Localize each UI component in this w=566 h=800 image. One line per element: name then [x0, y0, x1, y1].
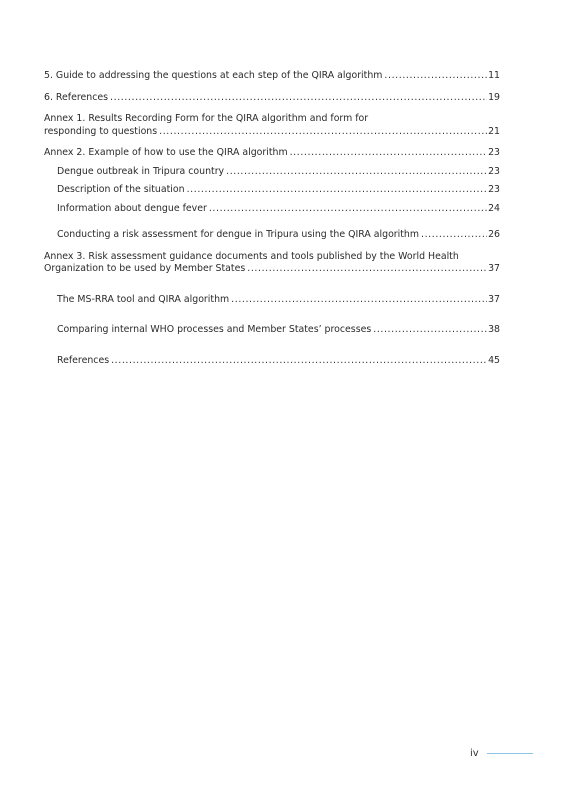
- dot-leader: [290, 147, 487, 160]
- toc-entry-page: 11: [488, 70, 500, 81]
- toc-entry-title: 6. References: [44, 91, 109, 103]
- toc-entry-title: Information about dengue fever: [57, 202, 207, 214]
- toc-entry-page: 38: [488, 324, 500, 335]
- toc-subentry[interactable]: [44, 355, 500, 368]
- toc-entry-page: 23: [488, 147, 500, 158]
- toc-entry-page: 23: [488, 184, 500, 195]
- toc-entry-page: 37: [488, 263, 500, 274]
- toc-subentry[interactable]: [44, 324, 500, 337]
- toc-entry-title-line1: Annex 3. Risk assessment guidance documents and tools published by the World Health: [44, 250, 459, 262]
- toc-entry-title: Organization to be used by Member States: [44, 263, 246, 274]
- dot-leader: [159, 126, 487, 139]
- toc-subentry[interactable]: [44, 294, 500, 307]
- toc-entry-page: 19: [488, 91, 500, 103]
- dot-leader: [226, 166, 487, 179]
- dot-leader: [110, 92, 487, 105]
- dot-leader: [231, 294, 487, 307]
- toc-entry[interactable]: [44, 92, 500, 105]
- table-of-contents: [44, 70, 500, 367]
- toc-entry[interactable]: [44, 147, 500, 160]
- footer-rule: [487, 753, 533, 755]
- dot-leader: [209, 203, 487, 216]
- page-footer: [470, 748, 533, 759]
- toc-entry-title: References: [57, 354, 110, 366]
- dot-leader: [111, 355, 487, 368]
- toc-entry-title: Comparing internal WHO processes and Member States’ processes: [57, 324, 372, 335]
- toc-subentry[interactable]: [44, 229, 500, 242]
- toc-entry-title: 5. Guide to addressing the questions at each step of the QIRA algorithm: [44, 70, 383, 81]
- toc-entry-page: 45: [488, 354, 500, 366]
- toc-entry-title: Conducting a risk assessment for dengue in Tripura using the QIRA algorithm: [57, 229, 420, 240]
- toc-subentry[interactable]: [44, 203, 500, 216]
- dot-leader: [384, 70, 487, 83]
- toc-entry-title: Description of the situation: [57, 184, 185, 195]
- toc-entry-title-line1: Annex 1. Results Recording Form for the QIRA algorithm and form for: [44, 113, 369, 124]
- dot-leader: [247, 263, 487, 276]
- toc-entry-title: The MS-RRA tool and QIRA algorithm: [57, 293, 230, 305]
- toc-entry[interactable]: [44, 70, 500, 83]
- toc-entry[interactable]: [44, 113, 500, 138]
- dot-leader: [421, 229, 487, 242]
- toc-entry-page: 26: [488, 229, 500, 240]
- toc-entry-page: 37: [488, 293, 500, 305]
- toc-entry-page: 23: [488, 165, 500, 177]
- page-number: iv: [470, 748, 479, 759]
- dot-leader: [187, 184, 487, 197]
- toc-entry[interactable]: [44, 251, 500, 276]
- toc-entry-title: Annex 2. Example of how to use the QIRA algorithm: [44, 147, 288, 158]
- toc-entry-title: responding to questions: [44, 125, 158, 137]
- toc-subentry[interactable]: [44, 184, 500, 197]
- toc-entry-page: 24: [488, 202, 500, 214]
- toc-entry-page: 21: [488, 125, 500, 137]
- toc-entry-title: Dengue outbreak in Tripura country: [57, 165, 225, 177]
- toc-subentry[interactable]: [44, 166, 500, 179]
- dot-leader: [373, 324, 487, 337]
